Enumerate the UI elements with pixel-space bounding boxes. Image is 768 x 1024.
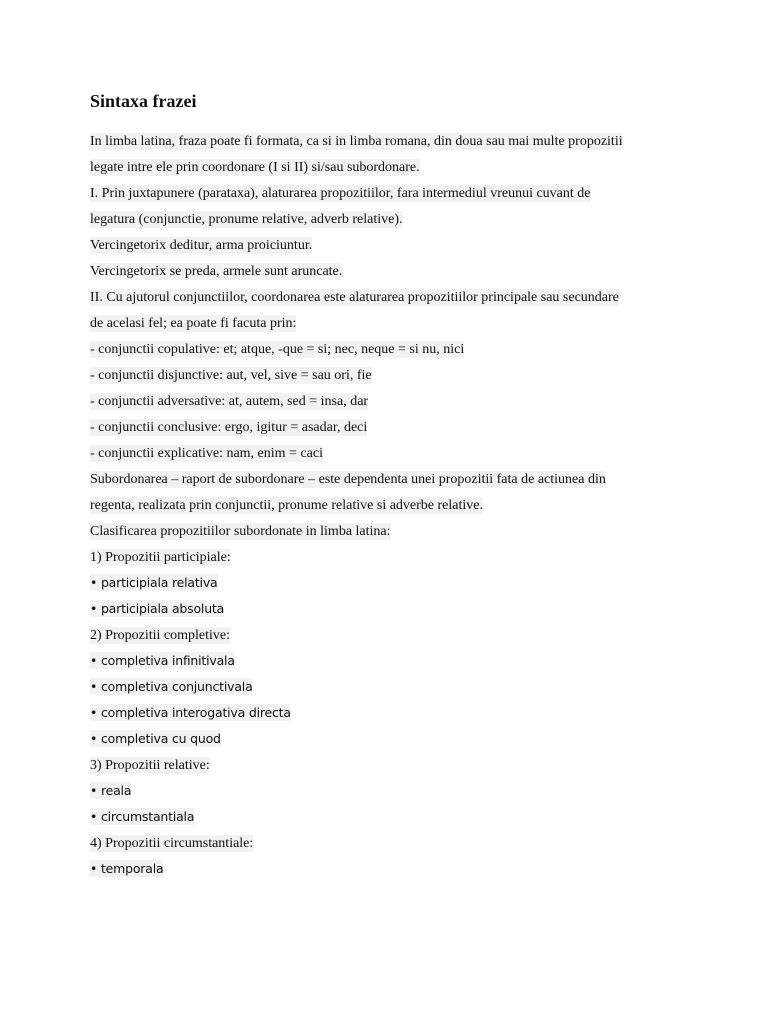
- bullet-item: [90, 648, 690, 674]
- text-line-content: - conjunctii explicative: nam, enim = caci: [90, 446, 323, 461]
- bullet-item-content: • temporala: [90, 861, 164, 876]
- text-line-content: In limba latina, fraza poate fi formata, ca si in limba romana, din doua sau mai multe propozitii: [90, 134, 623, 149]
- bullet-item: [90, 674, 690, 700]
- document-title: Sintaxa frazei: [90, 91, 197, 111]
- bullet-item: [90, 856, 690, 882]
- text-line-content: 2) Propozitii completive:: [90, 628, 230, 643]
- text-line-content: 4) Propozitii circumstantiale:: [90, 836, 254, 851]
- bullet-item-content: • completiva interogativa directa: [90, 705, 291, 720]
- text-line: [90, 388, 690, 414]
- text-line: [90, 752, 690, 778]
- bullet-item: [90, 596, 690, 622]
- text-line-content: 1) Propozitii participiale:: [90, 550, 231, 565]
- bullet-item: [90, 778, 690, 804]
- bullet-item-content: • completiva conjunctivala: [90, 679, 253, 694]
- bullet-item-content: • completiva infinitivala: [90, 653, 235, 668]
- bullet-item: [90, 804, 690, 830]
- text-line: [90, 206, 690, 232]
- text-line: [90, 518, 690, 544]
- bullet-item-content: • completiva cu quod: [90, 731, 221, 746]
- bullet-item-content: • participiala absoluta: [90, 601, 225, 616]
- text-line: [90, 180, 690, 206]
- text-line-content: Clasificarea propozitiilor subordonate in limba latina:: [90, 524, 391, 539]
- bullet-item: [90, 726, 690, 752]
- bullet-item-content: • reala: [90, 783, 132, 798]
- text-line: [90, 128, 690, 154]
- bullet-item: [90, 570, 690, 596]
- bullet-item-content: • circumstantiala: [90, 809, 195, 824]
- text-line-content: Vercingetorix deditur, arma proiciuntur.: [90, 238, 313, 253]
- text-line-content: 3) Propozitii relative:: [90, 758, 210, 773]
- text-line-content: Subordonarea – raport de subordonare – este dependenta unei propozitii fata de actiunea din: [90, 472, 606, 487]
- text-line-content: legatura (conjunctie, pronume relative, adverb relative).: [90, 212, 403, 227]
- text-line-content: - conjunctii adversative: at, autem, sed = insa, dar: [90, 394, 369, 409]
- text-line-content: - conjunctii copulative: et; atque, -que = si; nec, neque = si nu, nici: [90, 342, 465, 357]
- text-line: [90, 310, 690, 336]
- text-line: [90, 466, 690, 492]
- text-line: [90, 336, 690, 362]
- text-line-content: Vercingetorix se preda, armele sunt aruncate.: [90, 264, 343, 279]
- text-line: [90, 362, 690, 388]
- text-line: [90, 492, 690, 518]
- text-line: [90, 284, 690, 310]
- text-line-content: de acelasi fel; ea poate fi facuta prin:: [90, 316, 297, 331]
- bullet-item-content: • participiala relativa: [90, 575, 218, 590]
- text-line-content: II. Cu ajutorul conjunctiilor, coordonarea este alaturarea propozitiilor principale sau secundare: [90, 290, 619, 305]
- document-body: [90, 128, 690, 882]
- text-line: [90, 232, 690, 258]
- text-line: [90, 154, 690, 180]
- text-line-content: - conjunctii conclusive: ergo, igitur = asadar, deci: [90, 420, 368, 435]
- text-line: [90, 440, 690, 466]
- text-line-content: legate intre ele prin coordonare (I si II) si/sau subordonare.: [90, 160, 420, 175]
- text-line: [90, 622, 690, 648]
- text-line: [90, 414, 690, 440]
- bullet-item: [90, 700, 690, 726]
- text-line-content: regenta, realizata prin conjunctii, pronume relative si adverbe relative.: [90, 498, 483, 513]
- text-line: [90, 258, 690, 284]
- text-line: [90, 830, 690, 856]
- text-line-content: - conjunctii disjunctive: aut, vel, sive = sau ori, fie: [90, 368, 372, 383]
- text-line: [90, 544, 690, 570]
- text-line-content: I. Prin juxtapunere (parataxa), alaturarea propozitiilor, fara intermediul vreunui cuvant de: [90, 186, 591, 201]
